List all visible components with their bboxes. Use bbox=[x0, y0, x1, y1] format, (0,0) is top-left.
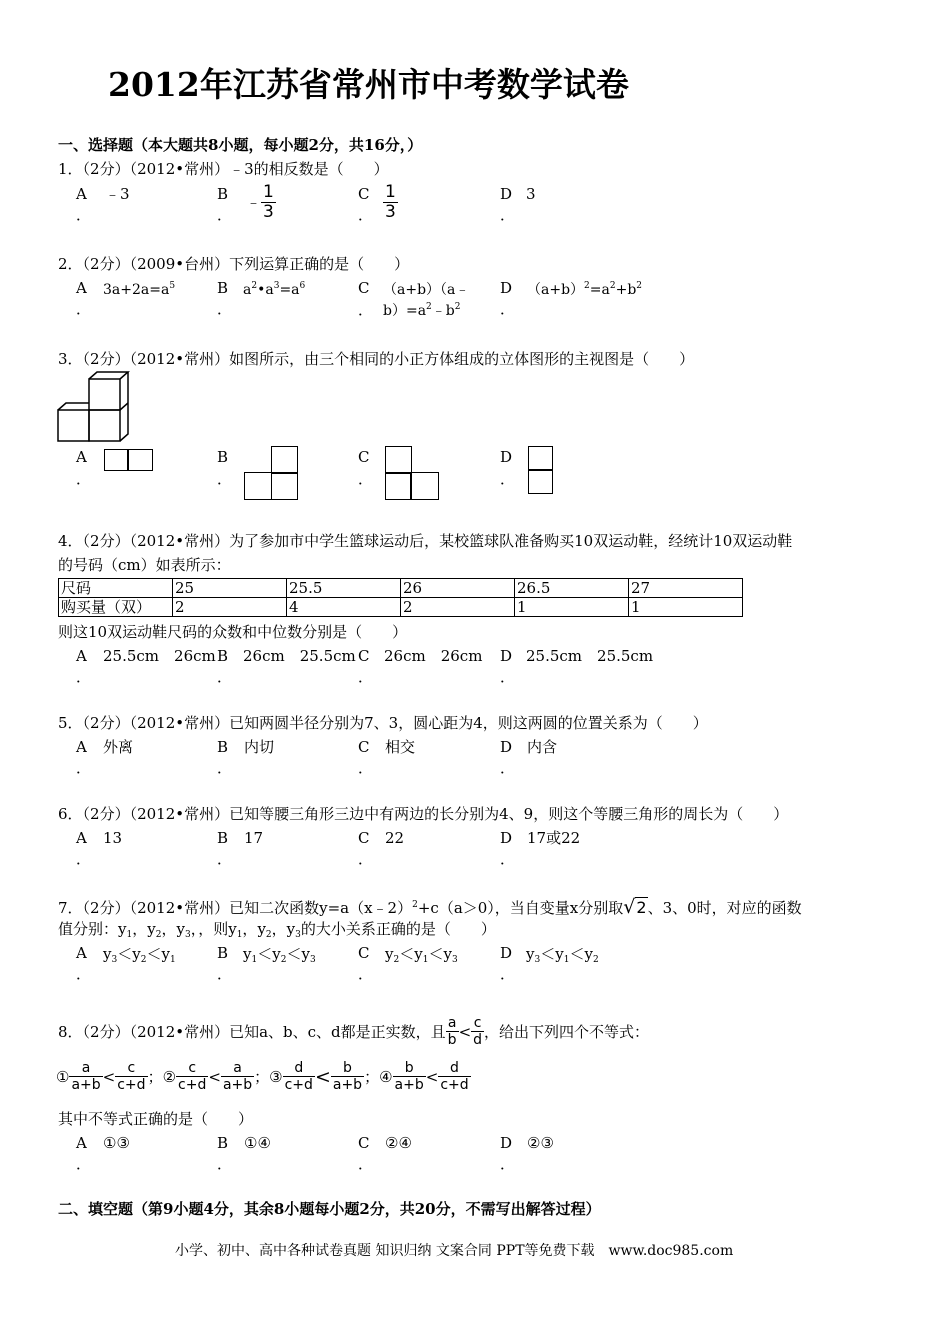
q8-option-c: ②④ bbox=[385, 1134, 412, 1152]
option-letter-c: C bbox=[358, 647, 370, 665]
question-4-stem-line1: 4．（2分）（2012•常州）为了参加市中学生篮球运动后，某校篮球队准备购买10双运动鞋，经统计10双运动鞋 bbox=[58, 532, 793, 550]
option-letter-b: B bbox=[217, 944, 229, 962]
cube-stack-figure bbox=[55, 370, 130, 445]
option-dot: ． bbox=[76, 668, 92, 686]
question-7-stem-line1: 7．（2分）（2012•常州）已知二次函数y=a（x﹣2）$^2$+c（a＞0），当自变量x分别取√2、3、0时，对应的函数 bbox=[58, 896, 802, 918]
option-letter-b: B bbox=[217, 279, 229, 297]
option-dot: ． bbox=[500, 470, 516, 488]
option-letter-a: A bbox=[76, 647, 87, 665]
option-dot: ． bbox=[358, 1155, 374, 1173]
option-dot: ． bbox=[217, 470, 233, 488]
option-dot: ． bbox=[76, 965, 92, 983]
option-dot: ． bbox=[500, 1155, 516, 1173]
option-letter-b: B bbox=[217, 1134, 229, 1152]
table-row bbox=[59, 579, 743, 598]
question-7-stem-line2: 值分别：$y_1$，$y_2$，$y_3$，，则$y_1$，$y_2$，$y_3$的大小关系正确的是（ ） bbox=[58, 920, 496, 940]
option-letter-a: A bbox=[76, 944, 87, 962]
option-dot: ． bbox=[217, 668, 233, 686]
option-letter-d: D bbox=[500, 829, 513, 847]
option-letter-b: B bbox=[217, 647, 229, 665]
option-dot: ． bbox=[358, 965, 374, 983]
option-dot: ． bbox=[217, 300, 233, 318]
q8-option-a: ①③ bbox=[103, 1134, 130, 1152]
q4-option-d: 25.5cm 25.5cm bbox=[526, 647, 654, 665]
q3-b-square bbox=[244, 472, 272, 500]
table-cell: 1 bbox=[629, 598, 743, 617]
option-dot: ． bbox=[500, 668, 516, 686]
option-letter-c: C bbox=[358, 279, 370, 297]
shoe-size-table bbox=[58, 578, 743, 617]
q7-option-c: $y_2<y_1<y_3$ bbox=[385, 945, 458, 965]
table-cell: 27 bbox=[629, 579, 743, 598]
option-dot: ． bbox=[500, 759, 516, 777]
q8-option-b: ①④ bbox=[244, 1134, 271, 1152]
option-dot: ． bbox=[358, 301, 374, 319]
q3-a-square bbox=[127, 449, 153, 471]
q3-c-square bbox=[385, 446, 412, 474]
q8-option-d: ②③ bbox=[527, 1134, 554, 1152]
option-letter-b: B bbox=[217, 738, 229, 756]
q7-option-a: $y_3<y_2<y_1$ bbox=[103, 945, 176, 965]
option-letter-d: D bbox=[500, 448, 513, 466]
question-3-stem: 3．（2分）（2012•常州）如图所示，由三个相同的小正方体组成的立体图形的主视图是（ ） bbox=[58, 350, 695, 368]
option-dot: ． bbox=[76, 470, 92, 488]
q7-option-d: $y_3<y_1<y_2$ bbox=[526, 945, 599, 965]
q3-a-square bbox=[104, 449, 129, 471]
q2-option-b: $a^2•a^3=a^6$ bbox=[243, 281, 306, 298]
option-dot: ． bbox=[217, 850, 233, 868]
table-cell: 2 bbox=[401, 598, 515, 617]
table-cell: 2 bbox=[173, 598, 287, 617]
q3-d-square bbox=[528, 469, 553, 494]
q5-option-a: 外离 bbox=[103, 738, 134, 756]
question-4-stem-line2: 的号码（cm）如表所示： bbox=[58, 556, 231, 574]
option-letter-d: D bbox=[500, 738, 513, 756]
option-letter-b: B bbox=[217, 829, 229, 847]
q1-option-b: ﹣ $\frac{1}{3}$ bbox=[246, 182, 274, 222]
question-1-stem: 1．（2分）（2012•常州）﹣3的相反数是（ ） bbox=[58, 160, 389, 178]
page-footer: 小学、初中、高中各种试卷真题 知识归纳 文案合同 PPT等免费下载 www.doc985.com bbox=[175, 1243, 734, 1259]
option-dot: ． bbox=[500, 206, 516, 224]
table-cell: 4 bbox=[287, 598, 401, 617]
option-letter-a: A bbox=[76, 279, 87, 297]
option-dot: ． bbox=[500, 850, 516, 868]
q4-option-b: 26cm 25.5cm bbox=[243, 647, 356, 665]
option-letter-d: D bbox=[500, 279, 513, 297]
q2-option-d: $(a+b)^2=a^2+b^2$ bbox=[527, 281, 643, 298]
q1-option-d: 3 bbox=[526, 185, 536, 203]
option-letter-a: A bbox=[76, 185, 87, 203]
q2-option-c-line1: （a+b）（a﹣ bbox=[383, 282, 470, 298]
q3-c-square bbox=[385, 472, 412, 500]
q5-option-b: 内切 bbox=[244, 738, 275, 756]
q7-option-b: $y_1<y_2<y_3$ bbox=[243, 945, 316, 965]
table-cell: 26 bbox=[401, 579, 515, 598]
option-letter-a: A bbox=[76, 738, 87, 756]
q3-b-square bbox=[271, 446, 298, 474]
option-dot: ． bbox=[217, 206, 233, 224]
option-letter-a: A bbox=[76, 829, 87, 847]
option-letter-d: D bbox=[500, 944, 513, 962]
option-letter-a: A bbox=[76, 448, 87, 466]
q1-option-a: ﹣3 bbox=[105, 185, 130, 203]
q3-c-square bbox=[410, 472, 439, 500]
option-dot: ． bbox=[76, 300, 92, 318]
q2-option-a: $3a+2a=a^5$ bbox=[103, 281, 176, 298]
table-cell: 购买量（双） bbox=[59, 598, 173, 617]
table-cell: 25.5 bbox=[287, 579, 401, 598]
question-5-stem: 5．（2分）（2012•常州）已知两圆半径分别为7、3，圆心距为4，则这两圆的位置关系为（ ） bbox=[58, 714, 708, 732]
option-letter-d: D bbox=[500, 185, 513, 203]
q1-option-c: $\frac{1}{3}$ bbox=[385, 182, 396, 222]
q4-option-a: 25.5cm 26cm bbox=[103, 647, 216, 665]
q6-option-c: 22 bbox=[385, 829, 405, 847]
q6-option-a: 13 bbox=[103, 829, 123, 847]
q6-option-d: 17或22 bbox=[527, 829, 581, 847]
sqrt-symbol: √2 bbox=[623, 896, 647, 918]
option-dot: ． bbox=[500, 300, 516, 318]
question-8-stem: 8．（2分）（2012•常州）已知a、b、c、d都是正实数，且 $\frac{a}{b}$ < $\frac{c}{d}$ ，给出下列四个不等式： bbox=[58, 1015, 650, 1049]
option-dot: ． bbox=[76, 759, 92, 777]
table-cell: 尺码 bbox=[59, 579, 173, 598]
q6-option-b: 17 bbox=[244, 829, 264, 847]
option-dot: ． bbox=[358, 206, 374, 224]
question-2-stem: 2．（2分）（2009•台州）下列运算正确的是（ ） bbox=[58, 255, 410, 273]
question-6-stem: 6．（2分）（2012•常州）已知等腰三角形三边中有两边的长分别为4、9，则这个等腰三角形的周长为（ ） bbox=[58, 805, 789, 823]
table-cell: 1 bbox=[515, 598, 629, 617]
option-dot: ． bbox=[358, 668, 374, 686]
section-heading: 一、选择题（本大题共8小题，每小题2分，共16分，） bbox=[58, 136, 423, 154]
q5-option-c: 相交 bbox=[385, 738, 416, 756]
option-dot: ． bbox=[500, 965, 516, 983]
q5-option-d: 内含 bbox=[527, 738, 558, 756]
option-dot: ． bbox=[76, 850, 92, 868]
option-letter-c: C bbox=[358, 185, 370, 203]
option-letter-d: D bbox=[500, 1134, 513, 1152]
option-dot: ． bbox=[358, 759, 374, 777]
table-cell: 25 bbox=[173, 579, 287, 598]
option-dot: ． bbox=[76, 1155, 92, 1173]
option-letter-a: A bbox=[76, 1134, 87, 1152]
question-8-inequalities: ① $\frac{a}{a+b}$ < $\frac{c}{c+d}$ ；② $\frac{c}{c+d}$ < $\frac{a}{a+b}$ ；③ $\frac{d}{c+d}$ < $\frac{b}{a+b}$ ；④ $\frac{b}{a+b}$ < $\frac{d}{c+d}$ bbox=[56, 1060, 469, 1094]
option-letter-b: B bbox=[217, 185, 229, 203]
option-letter-c: C bbox=[358, 1134, 370, 1152]
option-dot: ． bbox=[358, 850, 374, 868]
question-4-stem-line3: 则这10双运动鞋尺码的众数和中位数分别是（ ） bbox=[58, 623, 408, 641]
option-letter-c: C bbox=[358, 448, 370, 466]
q2-option-c-line2: $b)=a^2﹣b^2$ bbox=[383, 302, 461, 319]
option-letter-c: C bbox=[358, 829, 370, 847]
option-letter-d: D bbox=[500, 647, 513, 665]
table-cell: 26.5 bbox=[515, 579, 629, 598]
question-8-stem2: 其中不等式正确的是（ ） bbox=[58, 1110, 254, 1128]
option-letter-c: C bbox=[358, 944, 370, 962]
section-heading: 二、填空题（第9小题4分，其余8小题每小题2分，共20分，不需写出解答过程） bbox=[58, 1200, 601, 1218]
option-dot: ． bbox=[217, 759, 233, 777]
option-dot: ． bbox=[76, 206, 92, 224]
option-dot: ． bbox=[217, 1155, 233, 1173]
option-dot: ． bbox=[358, 470, 374, 488]
page-title: 2012年江苏省常州市中考数学试卷 bbox=[108, 65, 629, 104]
q3-b-square bbox=[271, 472, 298, 500]
option-letter-b: B bbox=[217, 448, 229, 466]
table-row bbox=[59, 598, 743, 617]
option-letter-c: C bbox=[358, 738, 370, 756]
q4-option-c: 26cm 26cm bbox=[384, 647, 483, 665]
option-dot: ． bbox=[217, 965, 233, 983]
q3-d-square bbox=[528, 446, 553, 471]
